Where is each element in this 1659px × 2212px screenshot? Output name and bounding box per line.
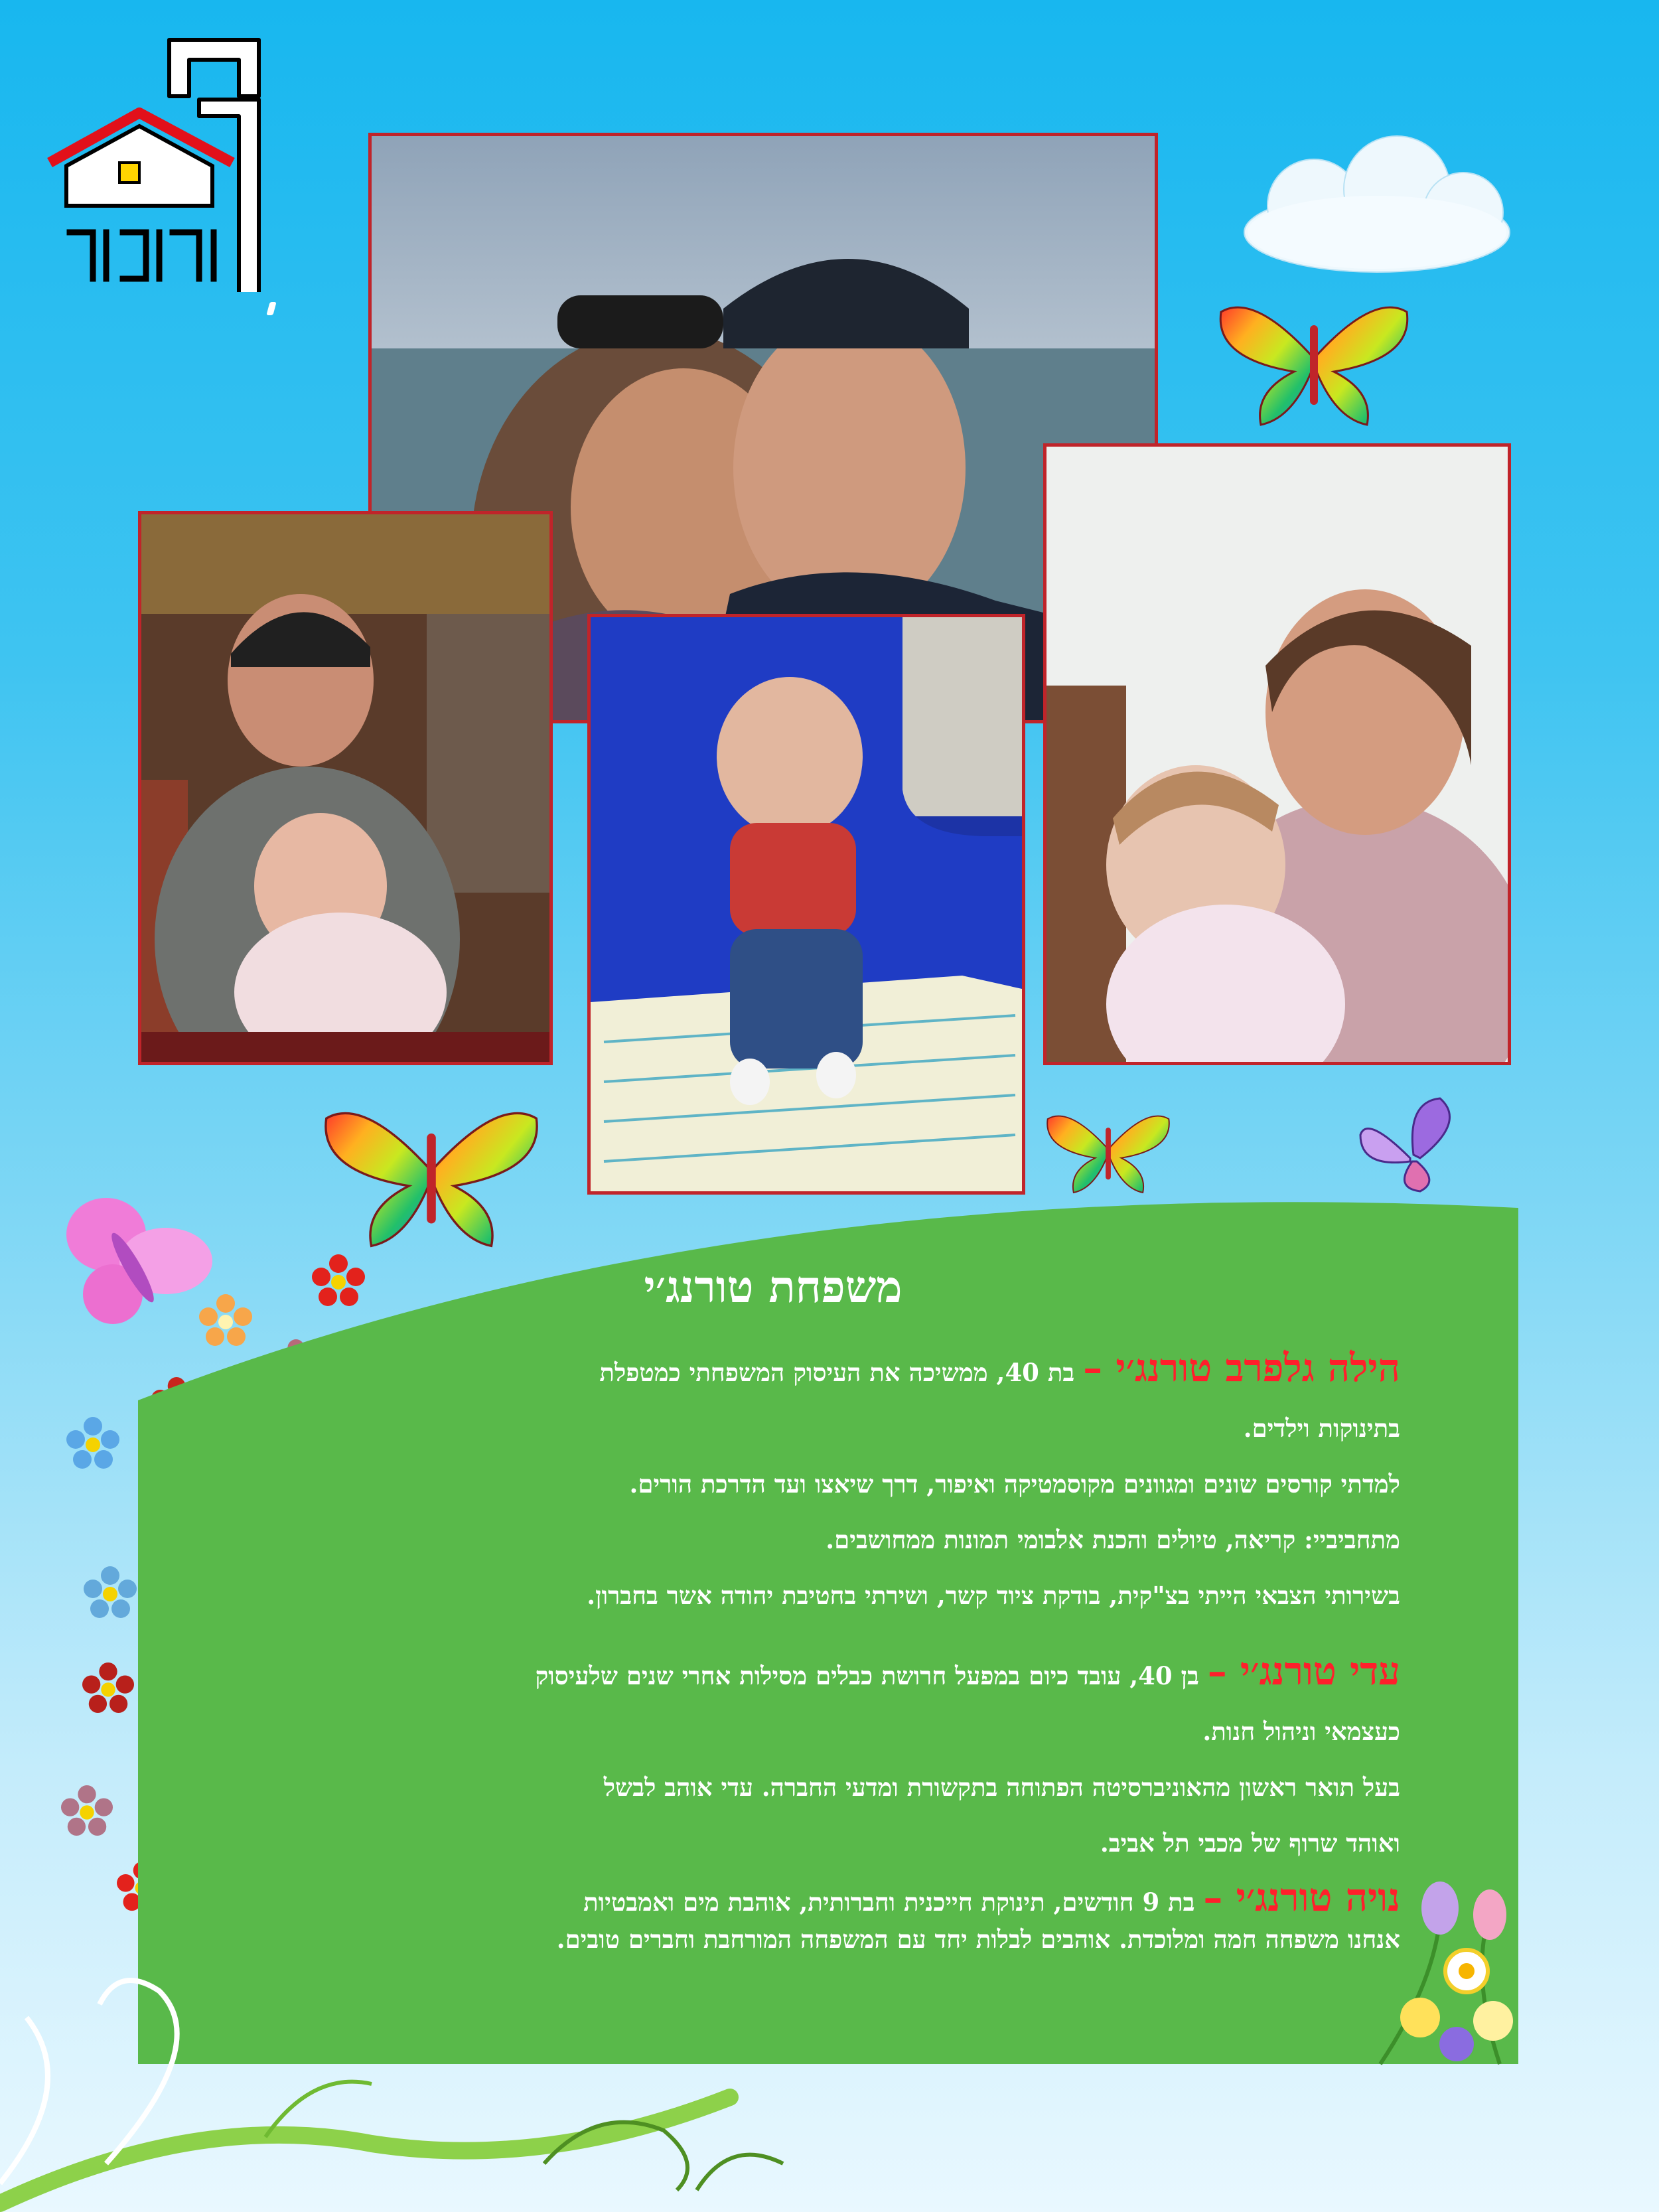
photo-baby-armchair bbox=[587, 614, 1025, 1195]
person-name-hila: הילה גלפרב טורנג׳י bbox=[1116, 1345, 1400, 1390]
page-title: משפחת טורנג׳י bbox=[644, 1261, 902, 1313]
flower-icon-blue-2 bbox=[84, 1566, 137, 1619]
adi-line-3: בעל תואר ראשון מהאוניברסיטה הפתוחה בתקשורת ומדעי החברה. עדי אוהב לבשל bbox=[603, 1773, 1400, 1802]
photo-father-daughter bbox=[138, 511, 553, 1065]
person-paragraph-hila: הילה גלפרב טורנג׳י – בת 40, ממשיכה את העיסוק המשפחתי כמטפלת בתינוקות וילדים. למדתי קורסים שונים ומגוונים מקוסמטיקה ואיפור, דרך שיאצו ועד הדרכת הורים. מתחביביי: קריאה, טיולים והכנת אלבומי תמונות ממחושבים. בשירותי הצבאי הייתי בצ"קית, בודקת ציוד קשר, ושירתי בחטיבת יהודה אשר בחברון. bbox=[587, 1345, 1400, 1610]
person-name-adi: עדי טורנג׳י bbox=[1240, 1649, 1400, 1694]
adi-line-4: ואוהד שרוף של מכבי תל אביב. bbox=[1100, 1828, 1400, 1858]
flower-icon-mauve-2 bbox=[61, 1785, 113, 1837]
flower-icon-red-3 bbox=[82, 1662, 134, 1714]
noya-line-1: בת 9 חודשים, תינוקת חייכנית וחברותית, אוהבת מים ואמבטיות bbox=[583, 1887, 1195, 1917]
hila-line-1: בת 40, ממשיכה את העיסוק המשפחתי כמטפלת bbox=[599, 1358, 1075, 1387]
misilot-logo bbox=[40, 33, 292, 292]
hila-line-4: מתחביביי: קריאה, טיולים והכנת אלבומי תמונות ממחושבים. bbox=[826, 1525, 1400, 1554]
person-paragraph-noya: נויה טורנג׳י – בת 9 חודשים, תינוקת חייכנית וחברותית, אוהבת מים ואמבטיות אנחנו משפחה חמה ומלוכדת. אוהבים לבלות יחד עם המשפחה המורחבת וחברים טובים. bbox=[556, 1875, 1400, 1954]
adi-line-1: בן 40, עובד כיום במפעל חרושת כבלים מסילות אחרי שנים שלעיסוק bbox=[535, 1661, 1199, 1690]
cloud-icon bbox=[1234, 133, 1520, 279]
person-name-noya: נויה טורנג׳י bbox=[1236, 1875, 1400, 1920]
vine-decoration bbox=[0, 1964, 796, 2212]
apostrophe-mark bbox=[266, 302, 276, 315]
butterfly-icon-rainbow-top bbox=[1214, 285, 1413, 438]
hila-line-5: בשירותי הצבאי הייתי בצ"קית, בודקת ציוד קשר, ושירתי בחטיבת יהודה אשר בחברון. bbox=[587, 1581, 1400, 1610]
family-text-block bbox=[279, 1261, 1400, 1958]
hila-line-2: בתינוקות וילדים. bbox=[1243, 1414, 1400, 1443]
flower-icon-blue-1 bbox=[66, 1417, 119, 1470]
person-paragraph-adi: עדי טורנג׳י – בן 40, עובד כיום במפעל חרושת כבלים מסילות אחרי שנים שלעיסוק כעצמאי וניהול חנות. בעל תואר ראשון מהאוניברסיטה הפתוחה בתקשורת ומדעי החברה. עדי אוהב לבשל ואוהד שרוף של מכבי תל אביב. bbox=[535, 1649, 1400, 1858]
hila-line-3: למדתי קורסים שונים ומגוונים מקוסמטיקה ואיפור, דרך שיאצו ועד הדרכת הורים. bbox=[629, 1469, 1400, 1499]
noya-line-2: אנחנו משפחה חמה ומלוכדת. אוהבים לבלות יחד עם המשפחה המורחבת וחברים טובים. bbox=[556, 1925, 1400, 1954]
butterfly-icon-purple bbox=[1354, 1095, 1467, 1195]
adi-line-2: כעצמאי וניהול חנות. bbox=[1202, 1717, 1400, 1746]
photo-mother-daughter bbox=[1043, 443, 1511, 1065]
